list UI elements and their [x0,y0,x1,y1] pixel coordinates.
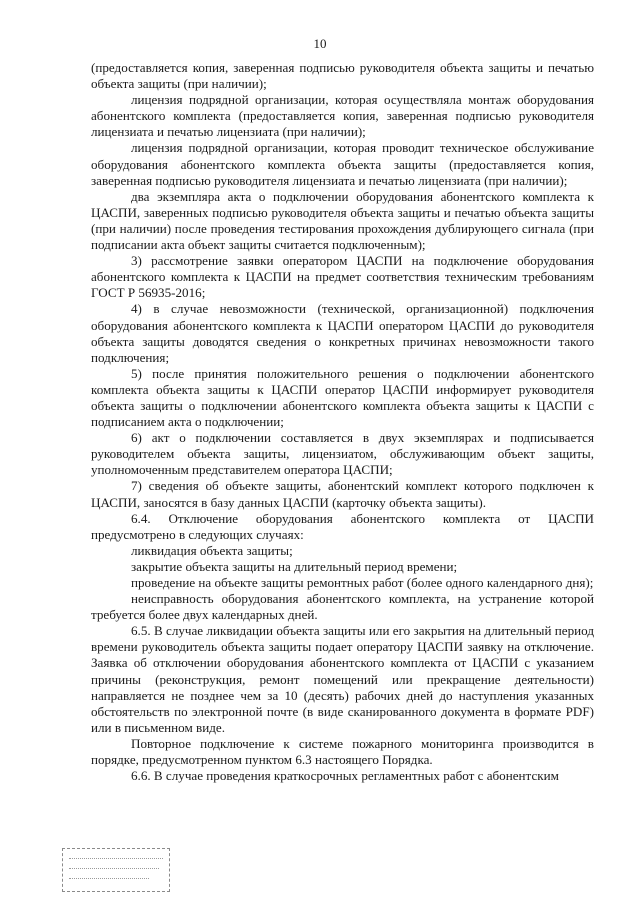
paragraph-license-maintenance: лицензия подрядной организации, которая проводит техническое обслуживание оборудования абонентского комплекта объекта защиты (предоставляется копия, заверенная подписью руководителя лицензиата и печатью лицензиата (при наличии); [91,140,594,188]
stamp-line [69,878,149,879]
paragraph-connection-act: два экземпляра акта о подключении оборудования абонентского комплекта к ЦАСПИ, заверенных подписью руководителя объекта защиты и печатью объекта защиты (при наличии) после проведения тестирования прохождения дублирующего сигнала (при подписании акта объект защиты считается подключенным); [91,188,594,253]
stamp-line [69,858,163,859]
paragraph-section-6-4: 6.4. Отключение оборудования абонентского комплекта от ЦАСПИ предусмотрено в следующих случаях: [91,510,594,542]
paragraph-section-6-5: 6.5. В случае ликвидации объекта защиты или его закрытия на длительный период времени руководитель объекта защиты подает оператору ЦАСПИ заявку на отключение. Заявка об отключении оборудования абонентского комплекта от ЦАСПИ с указанием причины (реконструкция, ремонт помещений или прекращение деятельности) направляется не позднее чем за 10 (десять) рабочих дней до наступления указанных обстоятельств по электронной почте (в виде сканированного документа в формате PDF) или в письменном виде. [91,623,594,735]
electronic-signature-stamp [62,848,170,892]
paragraph-item-5: 5) после принятия положительного решения о подключении абонентского комплекта объекта защиты к ЦАСПИ оператор ЦАСПИ информирует руководителя объекта защиты о подключении абонентского комплекта объекта защиты к ЦАСПИ с подписанием акта о подключении; [91,365,594,430]
paragraph-license-installer: лицензия подрядной организации, которая осуществляла монтаж оборудования абонентского комплекта (предоставляется копия, заверенная подписью руководителя лицензиата и печатью лицензиата (при наличии); [91,92,594,140]
document-body [91,60,594,784]
paragraph-reconnection: Повторное подключение к системе пожарного мониторинга производится в порядке, предусмотренном пунктом 6.3 настоящего Порядка. [91,735,594,768]
paragraph-section-6-6: 6.6. В случае проведения краткосрочных регламентных работ с абонентским [131,768,559,784]
paragraph-case-repair: проведение на объекте защиты ремонтных работ (более одного календарного дня); [131,575,594,590]
paragraph-case-closure: закрытие объекта защиты на длительный период времени; [131,558,458,574]
paragraph-item-6: 6) акт о подключении составляется в двух экземплярах и подписывается руководителем объекта защиты, лицензиатом, обслуживающим объект защиты, уполномоченным представителем оператора ЦАСПИ; [91,430,594,478]
stamp-line [69,868,159,869]
paragraph-case-malfunction: неисправность оборудования абонентского комплекта, на устранение которой требуется более двух календарных дней. [91,591,594,623]
paragraph-case-liquidation: ликвидация объекта защиты; [131,542,293,558]
paragraph-item-7: 7) сведения об объекте защиты, абонентский комплект которого подключен к ЦАСПИ, заносятся в базу данных ЦАСПИ (карточку объекта защиты). [91,478,594,510]
paragraph-item-3: 3) рассмотрение заявки оператором ЦАСПИ на подключение оборудования абонентского комплекта к ЦАСПИ на предмет соответствия техническим требованиям ГОСТ Р 56935-2016; [91,253,594,301]
paragraph-continuation: (предоставляется копия, заверенная подписью руководителя объекта защиты и печатью объекта защиты (при наличии); [91,60,594,92]
paragraph-item-4: 4) в случае невозможности (технической, организационной) подключения оборудования абонентского комплекта к ЦАСПИ оператором ЦАСПИ до руководителя объекта защиты доводятся сведения о конкретных причинах невозможности такого подключения; [91,301,594,365]
page-number: 10 [313,36,327,51]
